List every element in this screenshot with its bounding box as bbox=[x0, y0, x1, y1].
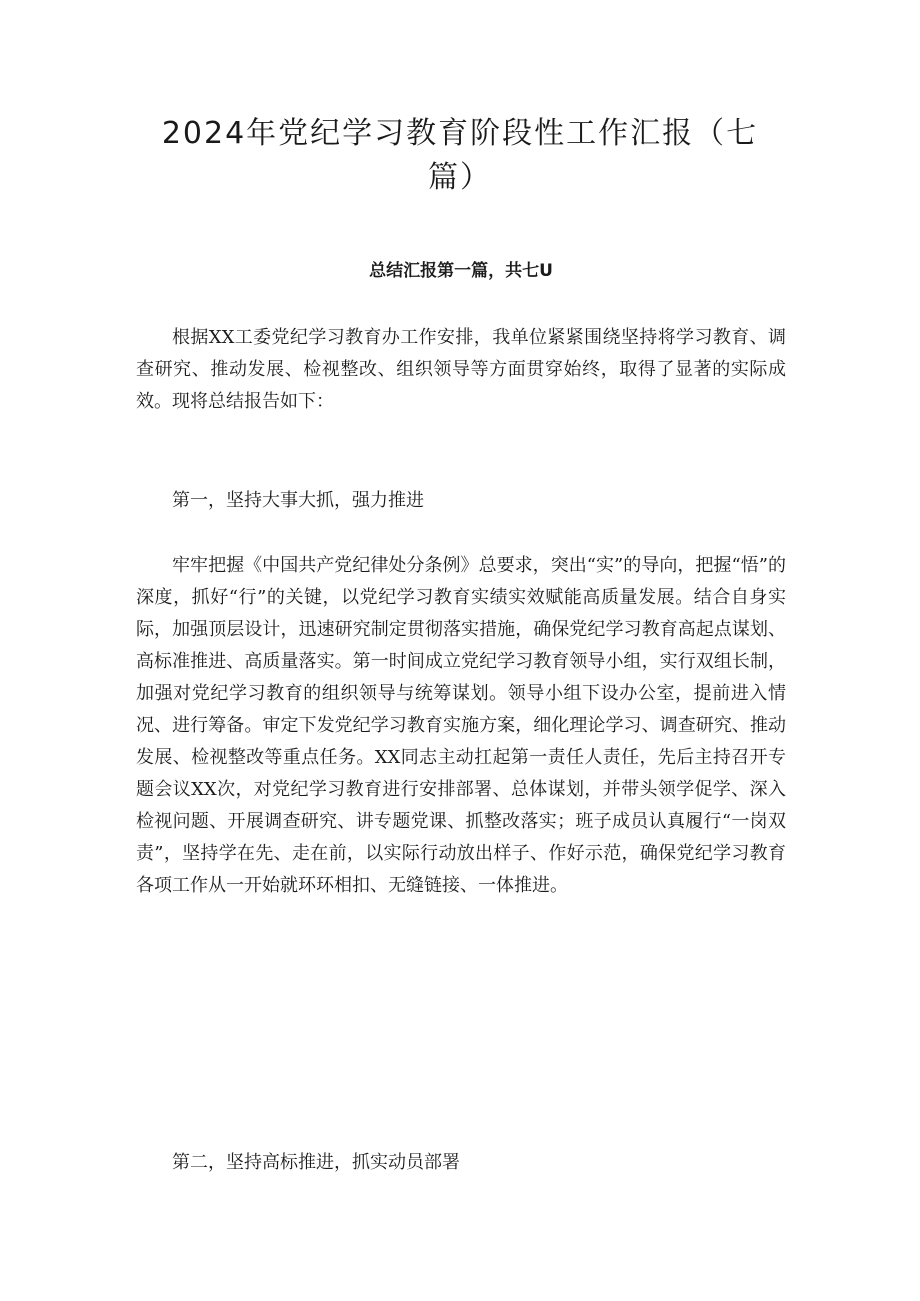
document-title: 2024年党纪学习教育阶段性工作汇报（七篇） bbox=[161, 116, 759, 195]
document-subtitle: 总结汇报第一篇，共七U bbox=[369, 261, 553, 281]
section-heading-2: 第二，坚持高标推进，抓实动员部署 bbox=[172, 1152, 460, 1173]
section-1-paragraph: 牢牢把握《中国共产党纪律处分条例》总要求，突出“实”的导向，把握“悟”的深度，抓好“行”的关键，以党纪学习教育实绩实效赋能高质量发展。结合自身实际，加强顶层设计，迅速研究制定贯彻落实措施，确保党纪学习教育高起点谋划、高标准推进、高质量落实。第一时间成立党纪学习教育领导小组，实行双组长制，加强对党纪学习教育的组织领导与统筹谋划。领导小组下设办公室，提前进入情况、进行筹备。审定下发党纪学习教育实施方案，细化理论学习、调查研究、推动发展、检视整改等重点任务。XX同志主动扛起第一责任人责任，先后主持召开专题会议XX次，对党纪学习教育进行安排部署、总体谋划，并带头领学促学、深入检视问题、开展调查研究、讲专题党课、抓整改落实；班子成员认真履行“一岗双责”，坚持学在先、走在前，以实际行动放出样子、作好示范，确保党纪学习教育各项工作从一开始就环环相扣、无缝链接、一体推进。 bbox=[136, 555, 786, 896]
intro-paragraph: 根据XX工委党纪学习教育办工作安排，我单位紧紧围绕坚持将学习教育、调查研究、推动发展、检视整改、组织领导等方面贯穿始终，取得了显著的实际成效。现将总结报告如下： bbox=[136, 327, 786, 412]
section-heading-1: 第一，坚持大事大抓，强力推进 bbox=[172, 490, 424, 511]
